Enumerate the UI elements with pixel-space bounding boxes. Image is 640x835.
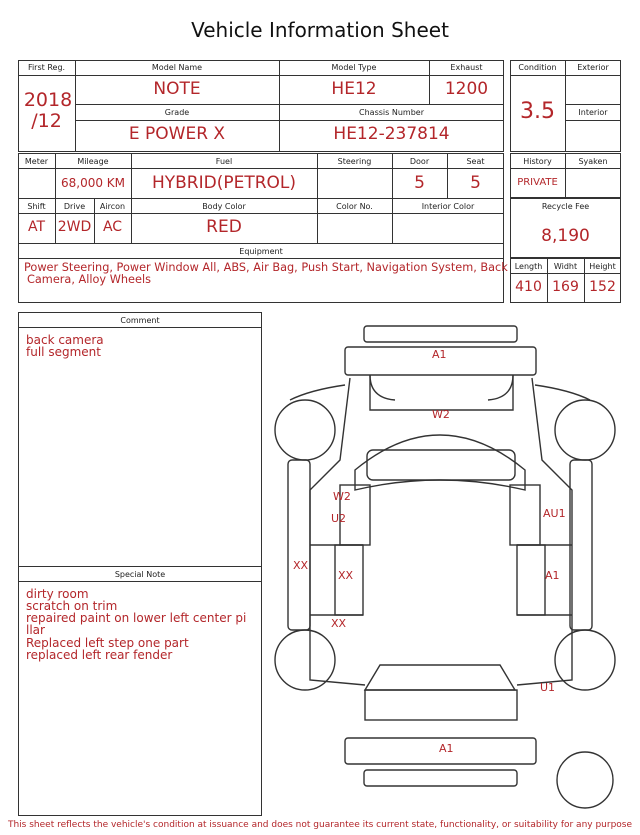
chassis-value: HE12-237814 [333, 124, 450, 144]
model-name-header: Model Name [151, 63, 203, 72]
body-color-header: Body Color [202, 202, 246, 211]
condition-score: 3.5 [520, 99, 555, 124]
equipment-line-1: Power Steering, Power Window All, ABS, Air Bag, Push Start, Navigation System, Back [24, 261, 508, 274]
first-reg-header: First Reg. [27, 63, 66, 72]
shift-header: Shift [27, 202, 46, 211]
disclaimer-footer: This sheet reflects the vehicle's condition at issuance and does not guarantee its current state, functionality, or suitability for any purpose [7, 820, 633, 830]
grade-value: E POWER X [128, 124, 226, 144]
door-header: Door [409, 157, 430, 166]
special-note-line-3: repaired paint on lower left center pi [26, 611, 247, 625]
damage-left-rear-lower: XX [331, 617, 347, 630]
comment-line-2: full segment [26, 345, 101, 359]
shift-value: AT [27, 219, 46, 235]
aircon-header: Aircon [99, 202, 126, 211]
color-no-header: Color No. [336, 202, 373, 211]
comment-box [18, 312, 262, 816]
syaken-header: Syaken [578, 157, 608, 166]
exhaust-header: Exhaust [450, 63, 483, 72]
damage-right-rear-door: A1 [545, 569, 560, 582]
damage-front-bumper: A1 [432, 348, 447, 361]
comment-header: Comment [120, 316, 160, 325]
exhaust-value: 1200 [444, 79, 489, 99]
special-note-line-4: llar [26, 623, 45, 637]
page-title: Vehicle Information Sheet [191, 18, 449, 42]
length-value: 410 [515, 279, 542, 295]
special-note-line-5: Replaced left step one part [26, 636, 189, 650]
damage-rear-bumper: A1 [439, 742, 454, 755]
comment-line-1: back camera [26, 333, 104, 347]
special-note-line-6: replaced left rear fender [26, 648, 173, 662]
door-value: 5 [414, 173, 425, 193]
length-header: Length [514, 262, 543, 271]
first-reg-month: /12 [31, 110, 62, 132]
seat-value: 5 [470, 173, 481, 193]
damage-right-front-door: AU1 [543, 507, 566, 520]
mileage-header: Mileage [77, 157, 109, 166]
fuel-header: Fuel [215, 157, 233, 166]
history-header: History [523, 157, 552, 166]
special-note-header: Special Note [114, 570, 166, 579]
first-reg-year: 2018 [23, 89, 73, 111]
damage-left-front-window: W2 [333, 490, 351, 503]
interior-header: Interior [578, 108, 608, 117]
equipment-line-2: Camera, Alloy Wheels [27, 273, 151, 286]
drive-header: Drive [63, 202, 86, 211]
condition-header: Condition [518, 63, 557, 72]
width-header: Widht [553, 262, 578, 271]
fuel-value: HYBRID(PETROL) [151, 173, 297, 193]
body-color-value: RED [206, 217, 242, 237]
model-type-header: Model Type [331, 63, 377, 72]
seat-header: Seat [466, 157, 485, 166]
meter-header: Meter [24, 157, 49, 166]
damage-left-side-outer: XX [293, 559, 309, 572]
special-note-line-2: scratch on trim [26, 599, 118, 613]
recycle-fee-value: 8,190 [541, 226, 590, 246]
damage-right-rear-fender: U1 [540, 681, 556, 694]
damage-left-rear-door: XX [338, 569, 354, 582]
drive-value: 2WD [57, 219, 92, 235]
recycle-fee-header: Recycle Fee [541, 202, 590, 211]
width-value: 169 [552, 279, 579, 295]
interior-color-header: Interior Color [421, 202, 475, 211]
mileage-value: 68,000 KM [60, 176, 126, 190]
damage-windshield: W2 [432, 408, 450, 421]
history-value: PRIVATE [517, 177, 558, 188]
equipment-header: Equipment [239, 247, 283, 256]
height-header: Height [589, 262, 616, 271]
special-note-line-1: dirty room [26, 587, 89, 601]
exterior-header: Exterior [577, 63, 609, 72]
aircon-value: AC [102, 219, 123, 235]
model-type-value: HE12 [331, 79, 377, 99]
height-value: 152 [589, 279, 616, 295]
damage-left-front-door: U2 [331, 512, 347, 525]
chassis-header: Chassis Number [359, 108, 424, 117]
steering-header: Steering [337, 157, 372, 166]
grade-header: Grade [164, 108, 190, 117]
model-name-value: NOTE [153, 79, 201, 99]
